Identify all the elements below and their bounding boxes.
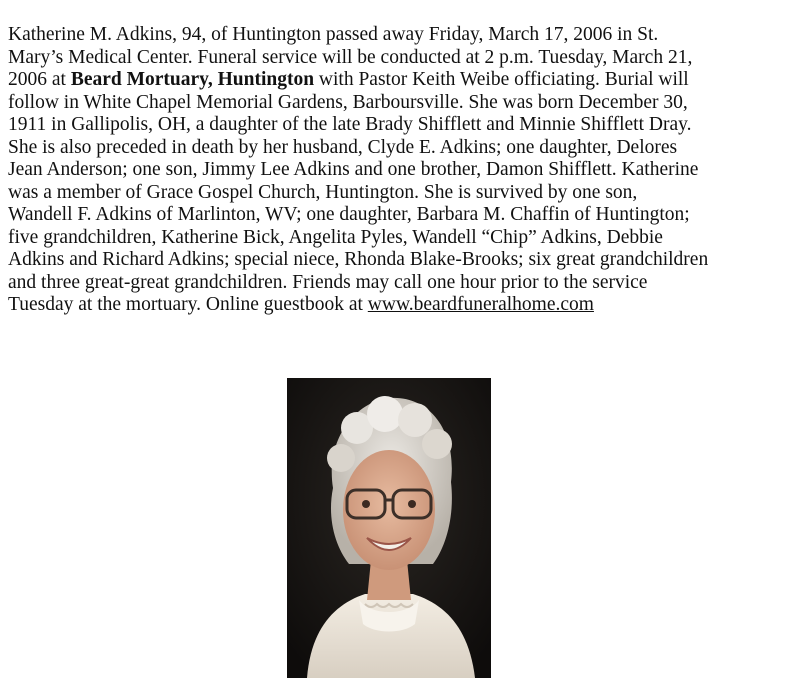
obituary-text-segment: Mary’s Medical Center. Funeral service will be conducted at 2 p.m. Tuesday, March 21, (8, 46, 693, 68)
obituary-line (8, 227, 796, 250)
obituary-line (8, 294, 796, 317)
obituary-line (8, 24, 796, 47)
obituary-line (8, 182, 796, 205)
obituary-line (8, 47, 796, 70)
obituary-text-segment: was a member of Grace Gospel Church, Huntington. She is survived by one son, (8, 181, 638, 203)
obituary-line (8, 92, 796, 115)
obituary-text-segment: Adkins and Richard Adkins; special niece, Rhonda Blake-Brooks; six great grandchildren (8, 249, 709, 270)
obituary-line (8, 204, 796, 227)
obituary-line (8, 137, 796, 160)
obituary-text-segment: Katherine M. Adkins, 94, of Huntington passed away Friday, March 17, 2006 in St. (8, 24, 659, 45)
portrait-photo (287, 378, 491, 678)
obituary-line (8, 249, 796, 272)
obituary-text-segment: Jean Anderson; one son, Jimmy Lee Adkins and one brother, Damon Shifflett. Katherine (8, 159, 699, 180)
obituary-text-segment: Wandell F. Adkins of Marlinton, WV; one daughter, Barbara M. Chaffin of Huntington; (8, 204, 690, 225)
obituary-text (8, 24, 796, 317)
obituary-text-segment: She is also preceded in death by her husband, Clyde E. Adkins; one daughter, Delores (8, 136, 678, 158)
face (343, 450, 435, 570)
obituary-line (8, 272, 796, 295)
obituary-line (8, 69, 796, 92)
mortuary-name: Beard Mortuary, Huntington (70, 69, 315, 90)
portrait-illustration (287, 378, 491, 678)
obituary-text-segment: and three great-great grandchildren. Friends may call one hour prior to the service (8, 271, 648, 293)
obituary-line (8, 159, 796, 182)
obituary-text-segment: 1911 in Gallipolis, OH, a daughter of the late Brady Shifflett and Minnie Shifflett Dray. (8, 114, 692, 135)
obituary-text-segment: with Pastor Keith Weibe officiating. Burial will (314, 69, 689, 90)
obituary-text-segment: follow in White Chapel Memorial Gardens, Barboursville. She was born December 30, (8, 91, 688, 113)
obituary-line (8, 114, 796, 137)
obituary-text-segment: Tuesday at the mortuary. Online guestbook at (8, 294, 368, 315)
obituary-text-segment: five grandchildren, Katherine Bick, Angelita Pyles, Wandell “Chip” Adkins, Debbie (8, 226, 663, 248)
obituary-text-segment: 2006 at (8, 69, 71, 90)
guestbook-link[interactable]: www.beardfuneralhome.com (367, 294, 594, 315)
